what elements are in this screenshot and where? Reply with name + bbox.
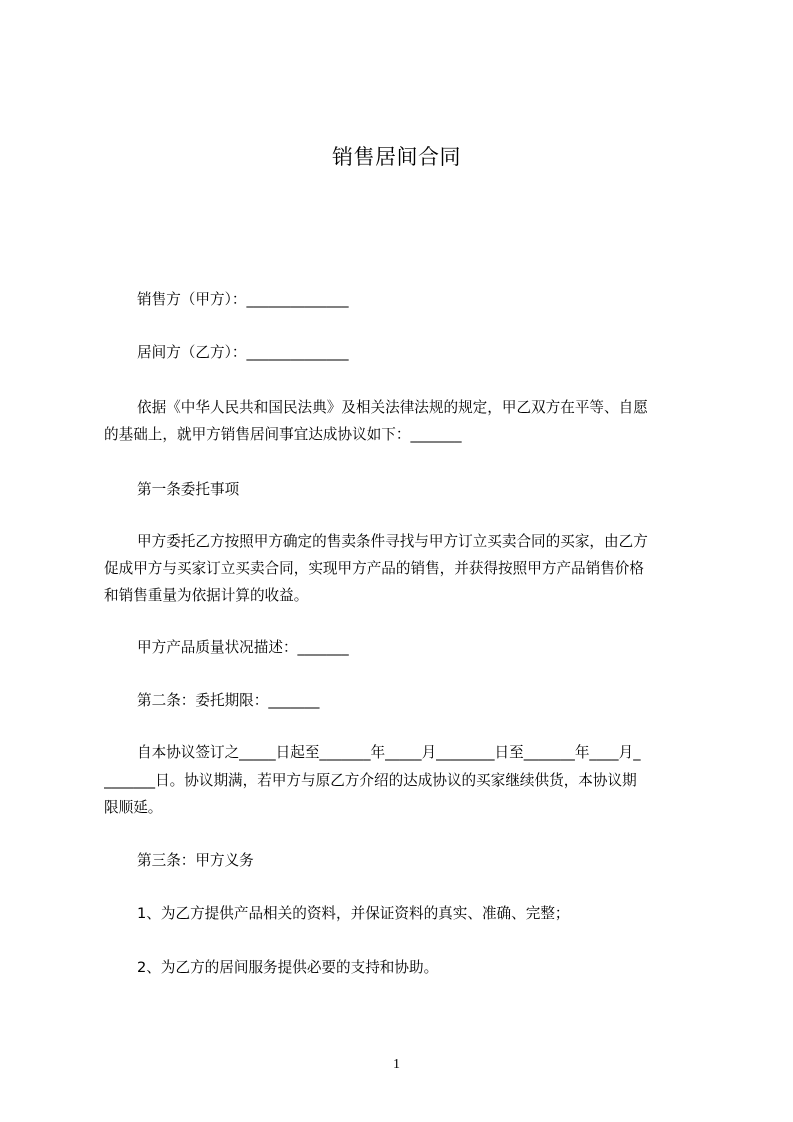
- term-para-line-3: 限顺延。: [104, 799, 163, 816]
- obligation-item-1: 1、为乙方提供产品相关的资料，并保证资料的真实、准确、完整；: [137, 905, 570, 922]
- product-quality-line: 甲方产品质量状况描述：_______: [137, 639, 349, 656]
- seller-party-line: 销售方（甲方）：______________: [137, 291, 349, 308]
- page-number: 1: [393, 1057, 400, 1072]
- article-2-heading: 第二条：委托期限：_______: [137, 692, 320, 709]
- obligation-item-2: 2、为乙方的居间服务提供必要的支持和协助。: [137, 959, 439, 976]
- preamble-line-1: 依据《中华人民共和国民法典》及相关法律法规的规定，甲乙双方在平等、自愿: [137, 399, 648, 416]
- article-3-heading: 第三条：甲方义务: [137, 852, 254, 869]
- term-para-line-1: 自本协议签订之_____日起至_______年_____月________日至_______年____月_: [137, 744, 641, 761]
- preamble-line-2: 的基础上，就甲方销售居间事宜达成协议如下：_______: [104, 426, 462, 443]
- article-1-para-line-3: 和销售重量为依据计算的收益。: [104, 587, 309, 604]
- article-1-heading: 第一条委托事项: [137, 481, 240, 498]
- document-title: 销售居间合同: [332, 145, 461, 169]
- term-para-line-2: _______日。协议期满，若甲方与原乙方介绍的达成协议的买家继续供货，本协议期: [104, 772, 637, 789]
- article-1-para-line-2: 促成甲方与买家订立买卖合同，实现甲方产品的销售，并获得按照甲方产品销售价格: [104, 560, 644, 577]
- broker-party-line: 居间方（乙方）：______________: [137, 344, 349, 361]
- article-1-para-line-1: 甲方委托乙方按照甲方确定的售卖条件寻找与甲方订立买卖合同的买家，由乙方: [137, 533, 648, 550]
